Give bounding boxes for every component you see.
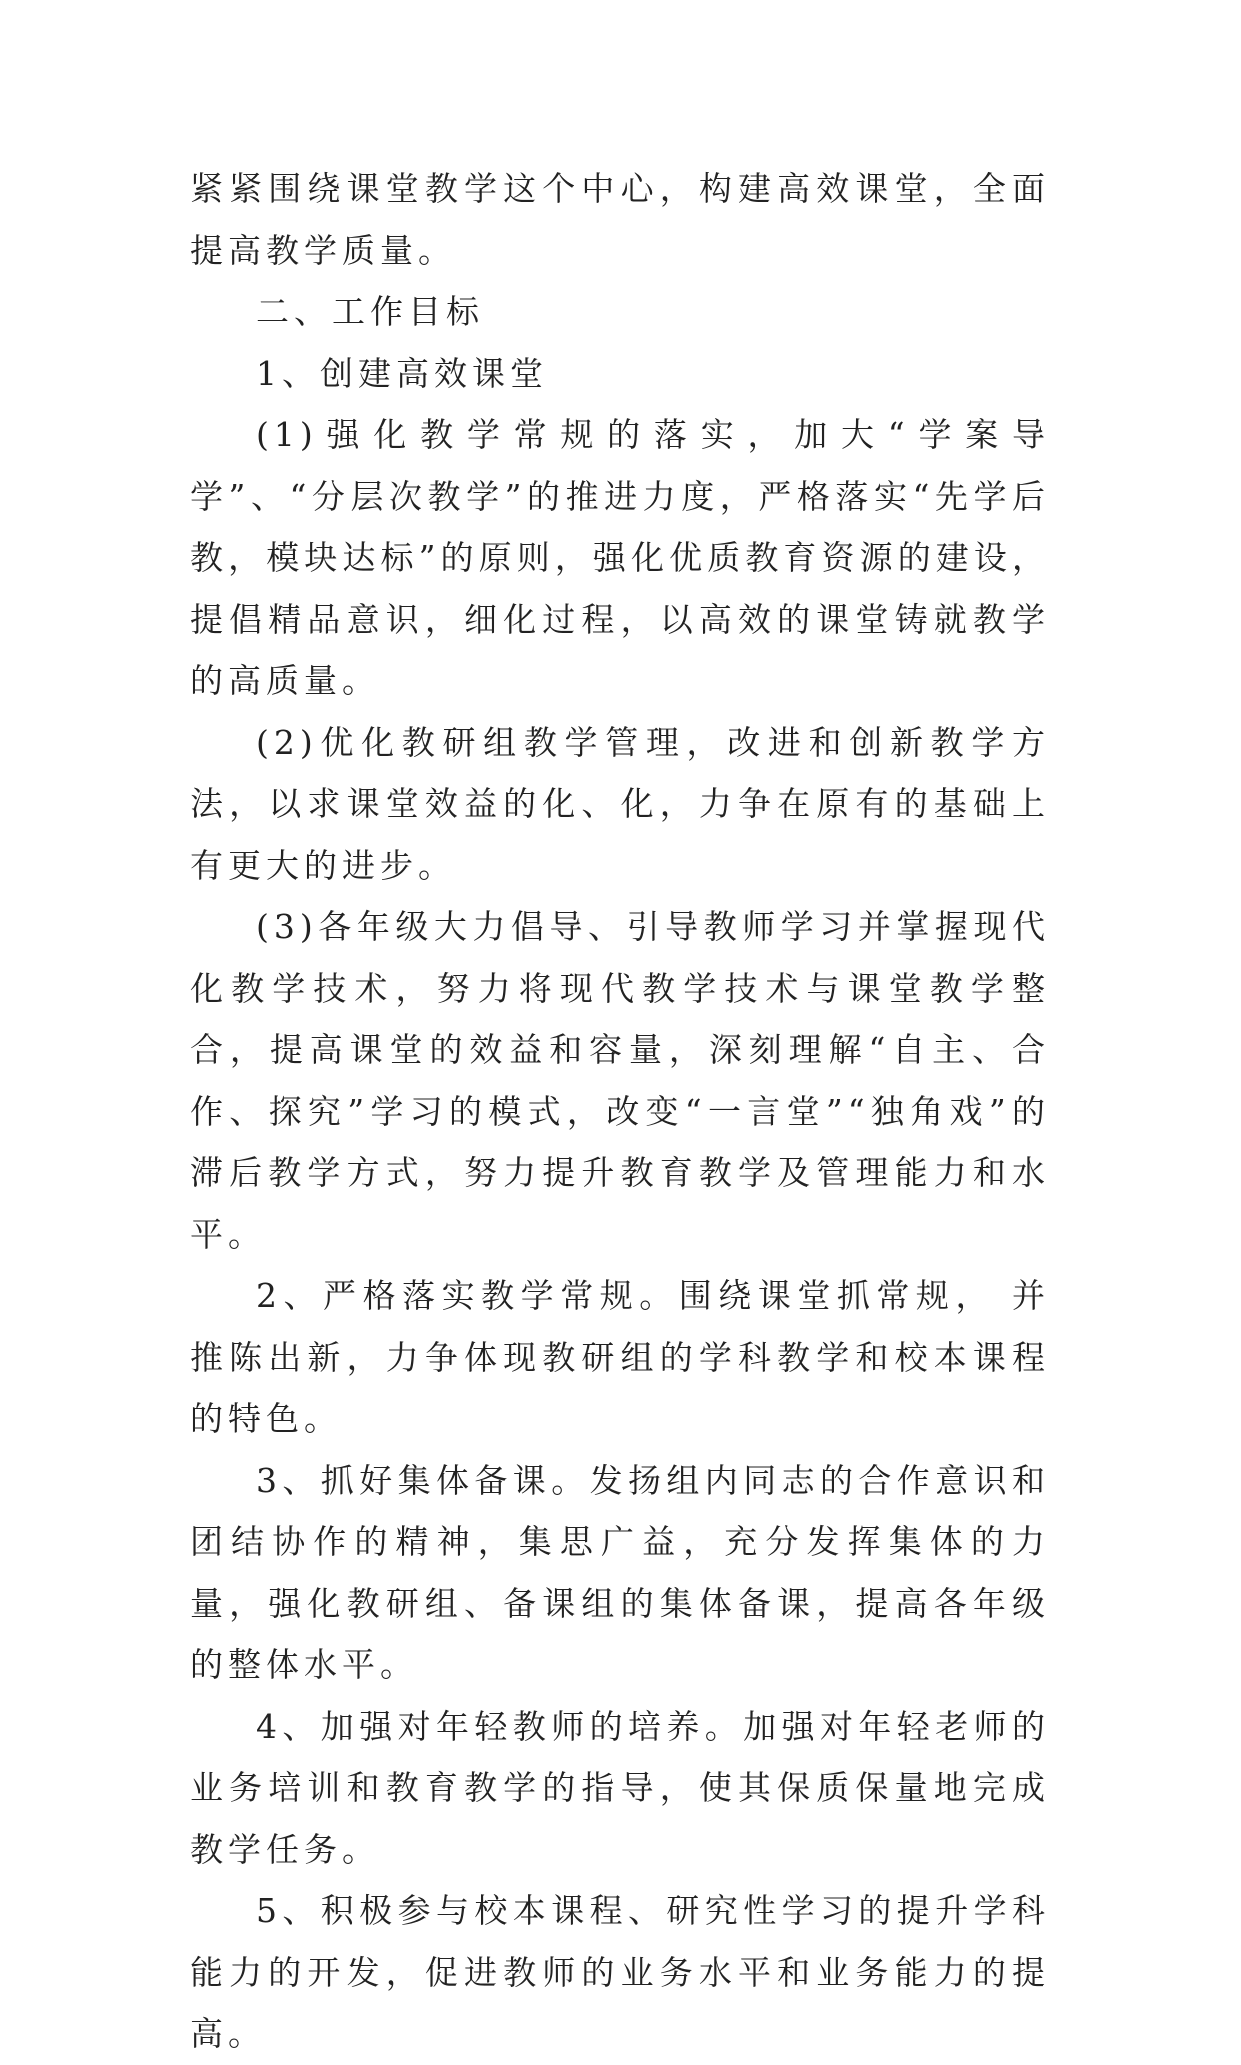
paragraph: (3)各年级大力倡导、引导教师学习并掌握现代化教学技术，努力将现代教学技术与课堂教学整合，提高课堂的效益和容量，深刻理解“自主、合作、探究”学习的模式，改变“一言堂”“独角戏”的滞后教学方式，努力提升教育教学及管理能力和水平。 <box>190 907 1050 1254</box>
document-body <box>190 158 1050 2065</box>
paragraph: (1)强化教学常规的落实，加大“学案导学”、“分层次教学”的推进力度，严格落实“先学后教，模块达标”的原则，强化优质教育资源的建设，提倡精品意识，细化过程，以高效的课堂铸就教学的高质量。 <box>190 415 1050 700</box>
paragraph: 5、积极参与校本课程、研究性学习的提升学科能力的开发，促进教师的业务水平和业务能力的提高。 <box>190 1891 1050 2053</box>
paragraph: 4、加强对年轻教师的培养。加强对年轻老师的业务培训和教育教学的指导，使其保质保量地完成教学任务。 <box>190 1706 1050 1869</box>
subsection-heading: 1、创建高效课堂 <box>256 353 548 393</box>
paragraph: 3、抓好集体备课。发扬组内同志的合作意识和团结协作的精神，集思广益，充分发挥集体的力量，强化教研组、备课组的集体备课，提高各年级的整体水平。 <box>190 1460 1050 1684</box>
section-heading: 二、工作目标 <box>256 292 484 331</box>
paragraph: 紧紧围绕课堂教学这个中心，构建高效课堂，全面提高教学质量。 <box>190 169 1050 270</box>
paragraph: 2、严格落实教学常规。围绕课堂抓常规， 并推陈出新，力争体现教研组的学科教学和校本课程的特色。 <box>190 1276 1050 1438</box>
paragraph: (2)优化教研组教学管理，改进和创新教学方法，以求课堂效益的化、化，力争在原有的基础上有更大的进步。 <box>190 722 1050 885</box>
